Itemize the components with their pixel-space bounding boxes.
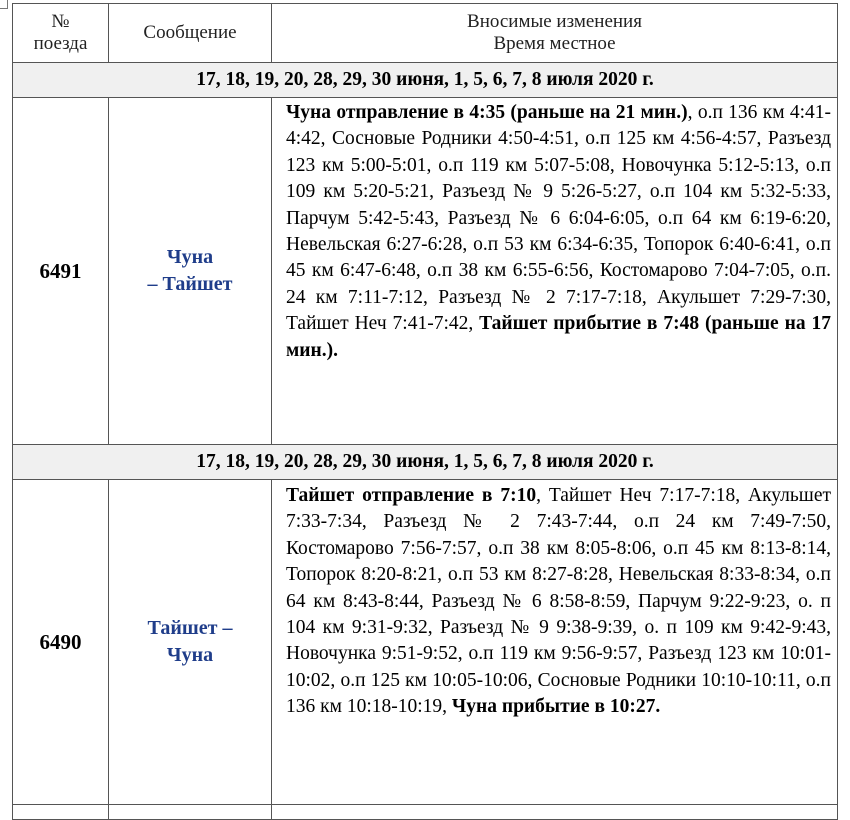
date-row bbox=[13, 63, 838, 98]
header-number-sign: № bbox=[51, 11, 70, 32]
header-changes bbox=[272, 4, 838, 63]
table-tail-row bbox=[13, 805, 838, 820]
stops-text: , о.п 136 км 4:41-4:42, Сосновые Родники 4:50-4:51, о.п 125 км 4:56-4:57, Разъезд 123 км 5:00-5:01, о.п 119 км 5:07-5:08, Новочунка 5:12-5:13, о.п 109 км 5:20-5:21, Разъезд № 9 5:26-5:27, о.п 104 км 5:32-5:33, Парчум 5:42-5:43, Разъезд № 6 6:04-6:05, о.п 64 км 6:19-6:20, Невельская 6:27-6:28, о.п 53 км 6:34-6:35, Топорок 6:40-6:41, о.п 45 км 6:47-6:48, о.п 38 км 6:55-6:56, Костомарово 7:04-7:05, о.п. 24 км 7:11-7:12, Разъезд № 2 7:17-7:18, Акульшет 7:29-7:30, Тайшет Неч 7:41-7:42, bbox=[286, 102, 831, 335]
schedule-changes bbox=[272, 98, 838, 445]
schedule-changes bbox=[272, 480, 838, 805]
arrival-text: Чуна прибытие в 10:27. bbox=[451, 696, 661, 718]
route-line: Чуна bbox=[166, 644, 214, 666]
header-route: Сообщение bbox=[109, 4, 272, 63]
date-range: 17, 18, 19, 20, 28, 29, 30 июня, 1, 5, 6, 7, 8 июля 2020 г. bbox=[13, 445, 838, 480]
table-row bbox=[13, 480, 838, 805]
route-line: Тайшет – bbox=[147, 617, 233, 639]
schedule-table bbox=[12, 3, 838, 820]
departure-text: Тайшет отправление в 7:10 bbox=[286, 485, 537, 506]
arrival-text: Тайшет прибытие в 7:48 (раньше на 17 мин.). bbox=[286, 313, 831, 361]
header-local-time: Время местное bbox=[493, 33, 616, 54]
train-number: 6491 bbox=[13, 98, 109, 445]
header-train-word: поезда bbox=[33, 33, 88, 54]
train-route bbox=[109, 480, 272, 805]
empty-cell bbox=[13, 805, 109, 820]
header-changes-title: Вносимые изменения bbox=[467, 11, 642, 32]
train-route bbox=[109, 98, 272, 445]
empty-cell bbox=[272, 805, 838, 820]
date-row bbox=[13, 445, 838, 480]
table-header-row bbox=[13, 4, 838, 63]
train-number: 6490 bbox=[13, 480, 109, 805]
route-line: – Тайшет bbox=[147, 273, 233, 295]
stops-text: , Тайшет Неч 7:17-7:18, Акульшет 7:33-7:34, Разъезд № 2 7:43-7:44, о.п 24 км 7:49-7:50, Костомарово 7:56-7:57, о.п 38 км 8:05-8:06, о.п 45 км 8:13-8:14, Топорок 8:20-8:21, о.п 53 км 8:27-8:28, Невельская 8:33-8:34, о.п 64 км 8:43-8:44, Разъезд № 6 8:58-8:59, Парчум 9:22-9:23, о. п 104 км 9:31-9:32, Разъезд № 9 9:38-9:39, о. п 109 км 9:42-9:43, Новочунка 9:51-9:52, о.п 119 км 9:56-9:57, Разъезд 123 км 10:01-10:02, о.п 125 км 10:05-10:06, Сосновые Родники 10:10-10:11, о.п 136 км 10:18-10:19, bbox=[286, 485, 832, 718]
page-corner-mark bbox=[0, 0, 8, 9]
date-range: 17, 18, 19, 20, 28, 29, 30 июня, 1, 5, 6, 7, 8 июля 2020 г. bbox=[13, 63, 838, 98]
empty-cell bbox=[109, 805, 272, 820]
departure-text: Чуна отправление в 4:35 (раньше на 21 мин.) bbox=[286, 102, 688, 123]
header-train-number bbox=[13, 4, 109, 63]
table-row bbox=[13, 98, 838, 445]
route-line: Чуна bbox=[166, 246, 214, 268]
